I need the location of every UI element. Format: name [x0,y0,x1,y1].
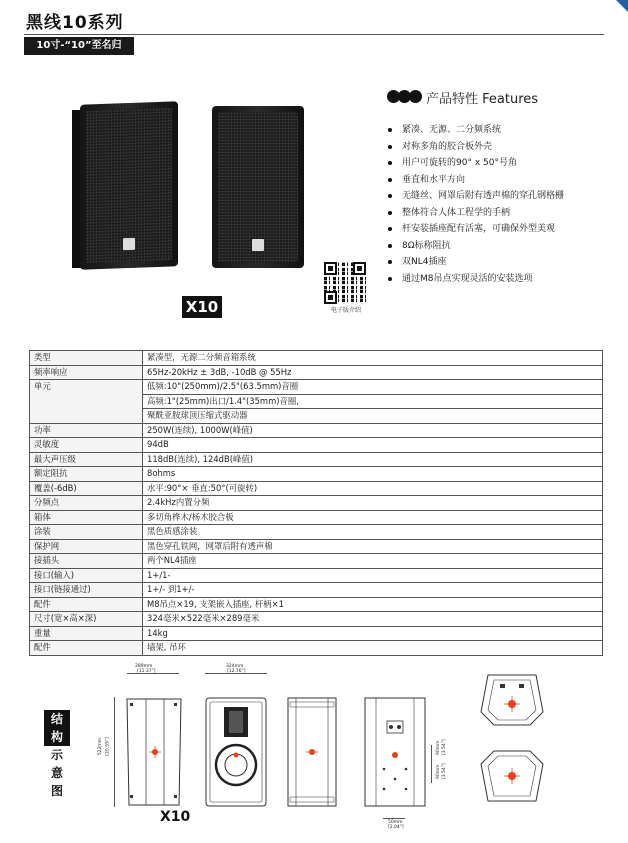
feature-item: 紧凑、无源、二分频系统 [388,122,618,139]
features-list [388,122,618,287]
spec-row [30,554,603,569]
qr-caption: 电子版介绍 [330,307,361,314]
spec-value: 1+/1- [143,568,603,583]
spec-row [30,539,603,554]
side-label-char: 意 [50,766,63,780]
spec-row [30,423,603,438]
spec-key: 频率响应 [30,365,143,380]
brand-logo-icon [123,238,135,250]
series-title: 黑线10系列 [26,13,124,33]
spec-row [30,641,603,656]
spec-row [30,583,603,598]
spec-row [30,568,603,583]
spec-value: 聚酰亚胺球顶压缩式驱动器 [143,409,603,424]
diagram-model-label: X10 [160,809,191,825]
spec-value: 多切角桦木/杨木胶合板 [143,510,603,525]
qr-code-icon[interactable] [324,262,366,304]
bottom-view-drawing [480,750,544,802]
spec-row [30,438,603,453]
front-view-drawing [205,697,267,807]
side-label-char: 构 [44,728,70,746]
spec-value: 250W(连续), 1000W(峰值) [143,423,603,438]
spec-key: 尺寸(宽×高×深) [30,612,143,627]
spec-value: 14kg [143,626,603,641]
dim-rear-a-in: [3.54"] [442,739,447,755]
spec-row [30,467,603,482]
spec-row [30,380,603,395]
spec-value: 墙架, 吊环 [143,641,603,656]
spec-key: 涂装 [30,525,143,540]
spec-value: 高频:1"(25mm)出口/1.4"(35mm)音圈, [143,394,603,409]
spec-row [30,481,603,496]
feature-item: 无缝丝、网罩后附有透声棉的穿孔钢格栅 [388,188,618,205]
spec-value: 8ohms [143,467,603,482]
spec-row [30,496,603,511]
feature-item: 整体符合人体工程学的手柄 [388,205,618,222]
spec-row [30,626,603,641]
spec-key: 单元 [30,380,143,424]
top-view-outline [480,674,544,726]
side-label-char: 示 [50,748,63,762]
feature-item: 杆安装插座配有活塞，可确保外型美观 [388,221,618,238]
spec-value: 1+/- 到1+/- [143,583,603,598]
feature-item: 用户可旋转的90° x 50°号角 [388,155,618,172]
spec-key: 配件 [30,597,143,612]
dim-front-width: 324mm [226,664,244,669]
spec-value: 两个NL4插座 [143,554,603,569]
rear-view-drawing [364,697,426,807]
side-view-drawing [124,697,184,807]
spec-value: 黑色穿孔铁网，网罩后附有透声棉 [143,539,603,554]
spec-value: 2.4kHz内置分频 [143,496,603,511]
features-title: 产品特性 Features [426,92,539,107]
dimension-line [431,745,432,783]
spec-key: 配件 [30,641,143,656]
rear-view-outline [364,697,426,807]
dim-height-in: [20.55"] [105,737,111,756]
spec-row [30,351,603,366]
spec-key: 最大声压级 [30,452,143,467]
spec-value: 94dB [143,438,603,453]
dim-rear-b: 90mm [436,764,441,779]
spec-value: 紧凑型，无源二分频音箱系统 [143,351,603,366]
qr-finder [324,262,337,275]
diagram-side-label [44,710,70,802]
front-view-outline [205,697,267,807]
spec-key: 功率 [30,423,143,438]
header-rule [24,34,604,35]
spec-value: 水平:90°× 垂直:50°(可旋转) [143,481,603,496]
feature-item: 垂直和水平方向 [388,172,618,189]
feature-item: 对称多角的胶合板外壳 [388,139,618,156]
spec-key: 类型 [30,351,143,366]
speaker-photo-angled [80,101,178,269]
spec-value: 65Hz-20kHz ± 3dB, -10dB @ 55Hz [143,365,603,380]
side-view-outline [287,697,337,807]
spec-key: 接口(链接通过) [30,583,143,598]
spec-key: 覆盖(-6dB) [30,481,143,496]
dim-front-width-in: [12.76"] [227,669,246,674]
spec-key: 额定阻抗 [30,467,143,482]
spec-key: 接插头 [30,554,143,569]
side-view-outline [124,697,184,807]
spec-key: 接口(输入) [30,568,143,583]
spec-key: 保护网 [30,539,143,554]
dimension-line [114,697,115,807]
feature-item: 双NL4插座 [388,254,618,271]
qr-finder [324,291,337,304]
subtitle-badge: 10寸-“10”至名归 [24,37,134,55]
dim-rear-a: 90mm [436,740,441,755]
side-label-char: 结 [44,710,70,728]
spec-key: 重量 [30,626,143,641]
side-label-char: 图 [50,784,63,798]
spec-row [30,510,603,525]
spec-key: 灵敏度 [30,438,143,453]
dim-height: 522mm [98,737,104,756]
dim-side-width: 289mm [135,664,153,669]
feature-item: 通过M8吊点实现灵活的安装选项 [388,271,618,288]
spec-key: 分频点 [30,496,143,511]
dimension-line [383,818,405,819]
spec-row [30,597,603,612]
spec-row [30,525,603,540]
spec-table [29,350,603,656]
speaker-photo-front [212,106,304,268]
spec-row [30,452,603,467]
spec-value: M8吊点×19, 支架嵌入插座, 杆柄×1 [143,597,603,612]
spec-value: 黑色质感涂装 [143,525,603,540]
top-view-drawing [480,674,544,726]
model-label: X10 [182,296,222,318]
spec-key: 箱体 [30,510,143,525]
spec-row [30,612,603,627]
feature-item: 8Ω标称阻抗 [388,238,618,255]
spec-row [30,365,603,380]
qr-finder [353,262,366,275]
spec-value: 324毫米×522毫米×289毫米 [143,612,603,627]
brand-logo-icon [252,239,264,251]
dim-side-width-in: [11.37"] [137,669,156,674]
dim-bottom-in: [2.04"] [388,825,404,830]
dim-bottom: 50mm [388,820,403,825]
dim-rear-b-in: [3.54"] [442,763,447,779]
corner-mark [616,0,628,12]
side-view-drawing-2 [287,697,337,807]
bottom-view-outline [480,750,544,802]
spec-value: 118dB(连续), 124dB(峰值) [143,452,603,467]
spec-value: 低频:10"(250mm)/2.5"(63.5mm)音圈 [143,380,603,395]
